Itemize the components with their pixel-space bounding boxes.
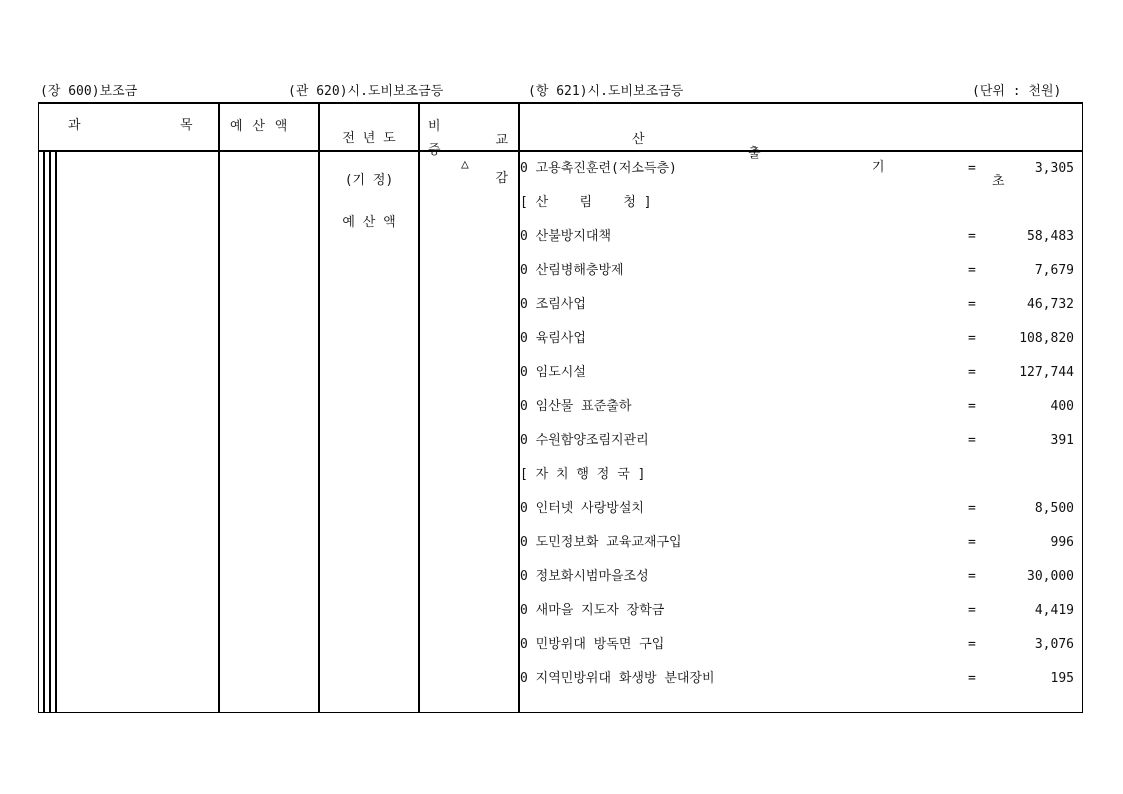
row-amount: 58,483 [1027, 229, 1074, 244]
header-calc-2: 출 [748, 146, 761, 161]
column-divider-compare [418, 102, 420, 713]
row-description: [ 산 림 청 ] [520, 195, 652, 210]
row-amount: 30,000 [1027, 569, 1074, 584]
header-delta: △ [461, 157, 469, 172]
row-description: 0 임도시설 [520, 365, 586, 380]
column-divider-prev-budget [318, 102, 320, 713]
row-description: 0 지역민방위대 화생방 분대장비 [520, 671, 715, 686]
row-equals: = [968, 671, 976, 686]
row-description: 0 고용촉진훈련(저소득층) [520, 161, 677, 176]
row-amount: 127,744 [1019, 365, 1074, 380]
row-description: 0 임산물 표준출하 [520, 399, 632, 414]
row-description: 0 인터넷 사랑방설치 [520, 501, 644, 516]
row-description: [ 자 치 행 정 국 ] [520, 467, 646, 482]
row-amount: 195 [1050, 671, 1074, 686]
table-row [520, 398, 1080, 432]
row-description: 0 육림사업 [520, 331, 586, 346]
row-equals: = [968, 637, 976, 652]
table-row [520, 160, 1080, 194]
header-prev-year-line1: 전 년 도 [342, 131, 396, 146]
table-row [520, 432, 1080, 466]
table-row [520, 534, 1080, 568]
table-row [520, 296, 1080, 330]
row-equals: = [968, 569, 976, 584]
row-description: 0 새마을 지도자 장학금 [520, 603, 665, 618]
calculation-rows [520, 160, 1080, 704]
header-calc-3: 기 [872, 160, 885, 175]
header-calc-1: 산 [632, 132, 645, 147]
row-description: 0 수원함양조림지관리 [520, 433, 649, 448]
row-equals: = [968, 297, 976, 312]
row-equals: = [968, 161, 976, 176]
table-row [520, 500, 1080, 534]
row-description: 0 민방위대 방독면 구입 [520, 637, 665, 652]
row-amount: 7,679 [1034, 263, 1074, 278]
header-prev-year-line2: (기 정) [344, 173, 394, 188]
header-compare-left: 비 [428, 119, 441, 134]
subject-level-line-3 [55, 151, 57, 713]
row-amount: 3,305 [1034, 161, 1074, 176]
table-row [520, 636, 1080, 670]
table-row [520, 228, 1080, 262]
table-row [520, 670, 1080, 704]
table-top-rule [38, 102, 1083, 104]
header-prev-year-budget [322, 104, 416, 244]
row-amount: 3,076 [1034, 637, 1074, 652]
row-description: 0 도민정보화 교육교재구입 [520, 535, 682, 550]
row-equals: = [968, 501, 976, 516]
header-compare-right: 교 [495, 133, 508, 148]
header-increase: 증 [428, 143, 441, 158]
table-row [520, 466, 1080, 500]
table-row [520, 262, 1080, 296]
row-amount: 400 [1050, 399, 1074, 414]
row-amount: 8,500 [1034, 501, 1074, 516]
subject-level-line-2 [49, 151, 51, 713]
header-prev-year-line3: 예 산 액 [342, 215, 396, 230]
header-subject-right: 목 [180, 118, 193, 133]
row-amount: 108,820 [1019, 331, 1074, 346]
header-calc-4: 초 [992, 174, 1005, 189]
row-amount: 996 [1050, 535, 1074, 550]
table-row [520, 602, 1080, 636]
row-equals: = [968, 365, 976, 380]
chapter-label: (장 600)보조금 [40, 84, 138, 99]
unit-label: (단위 : 천원) [972, 84, 1062, 99]
header-decrease: 감 [495, 171, 508, 186]
row-description: 0 조림사업 [520, 297, 586, 312]
table-row [520, 364, 1080, 398]
table-row [520, 330, 1080, 364]
subject-level-line-1 [43, 151, 45, 713]
section-label: (관 620)시.도비보조금등 [288, 84, 444, 99]
row-equals: = [968, 229, 976, 244]
column-divider-budget [218, 102, 220, 713]
row-description: 0 정보화시범마을조성 [520, 569, 649, 584]
row-amount: 391 [1050, 433, 1074, 448]
row-description: 0 산불방지대책 [520, 229, 612, 244]
row-description: 0 산림병해충방제 [520, 263, 624, 278]
row-amount: 4,419 [1034, 603, 1074, 618]
header-subject-left: 과 [68, 118, 81, 133]
row-equals: = [968, 603, 976, 618]
row-amount: 46,732 [1027, 297, 1074, 312]
row-equals: = [968, 433, 976, 448]
header-increase-decrease [428, 130, 508, 186]
table-row [520, 194, 1080, 228]
row-equals: = [968, 399, 976, 414]
item-label: (항 621)시.도비보조금등 [528, 84, 684, 99]
row-equals: = [968, 535, 976, 550]
row-equals: = [968, 331, 976, 346]
header-budget: 예 산 액 [230, 119, 289, 134]
table-row [520, 568, 1080, 602]
row-equals: = [968, 263, 976, 278]
